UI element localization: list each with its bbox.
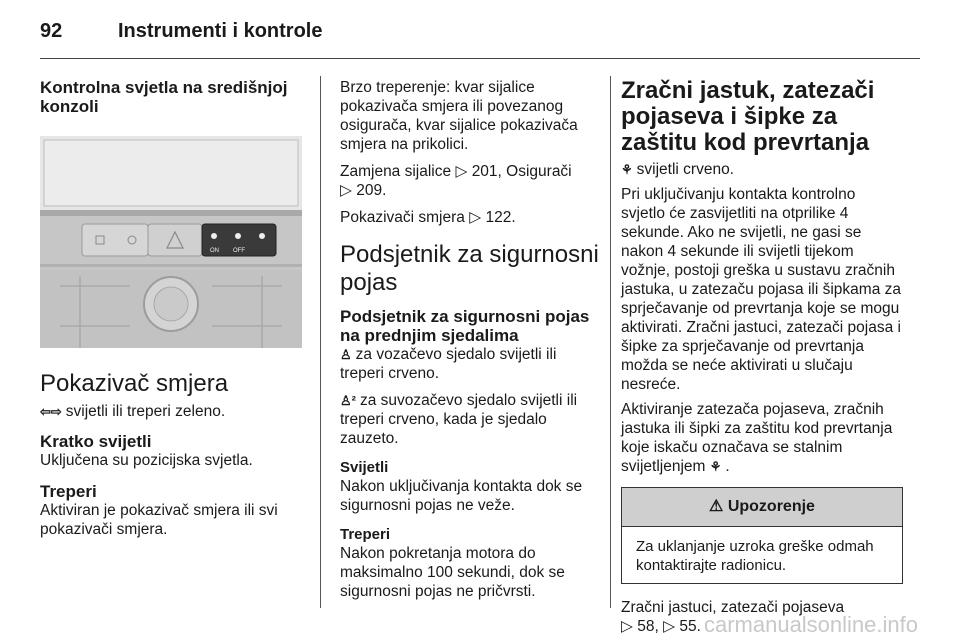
page-number: 92 bbox=[40, 20, 63, 42]
warning-box bbox=[621, 487, 903, 584]
off-label: OFF bbox=[233, 248, 245, 254]
column-divider-1 bbox=[320, 76, 321, 608]
airbag-ref: Zračni jastuci, zatezači pojaseva ▷ 58, ▷ 55. bbox=[621, 599, 845, 635]
passenger-seat-text: ♙² za suvozačevo sjedalo svijetli ili treperi crveno, kada je sjedalo zauzeto. bbox=[340, 392, 578, 447]
on-label: ON bbox=[210, 248, 219, 254]
flashing-text-2: Nakon pokretanja motora do maksimalno 100 sekundi, dok se sigurnosni pojas ne pričvrsti. bbox=[340, 545, 565, 600]
flashing-heading: Treperi bbox=[40, 482, 97, 501]
driver-seatbelt-icon: ♙ bbox=[340, 347, 352, 362]
airbag-activation-text: Aktiviranje zatezača pojaseva, zračnih jastuka ili šipki za zaštitu kod prevrtanja koje iskaču označava se stalnim svijetljenjem ⚘ . bbox=[621, 401, 893, 475]
header-rule bbox=[40, 58, 920, 59]
airbag-icon: ⚘ bbox=[709, 459, 722, 474]
page-title: Instrumenti i kontrole bbox=[118, 20, 323, 42]
column-2 bbox=[340, 78, 602, 601]
page-ref-icon: ▷ bbox=[663, 618, 676, 635]
center-console-illustration bbox=[40, 136, 302, 348]
seatbelt-reminder-heading: Podsjetnik za sigurnosni pojas bbox=[340, 241, 599, 296]
turn-signal-heading: Pokazivač smjera bbox=[40, 370, 229, 397]
page-ref-icon: ▷ bbox=[621, 618, 633, 635]
flashing-heading-2: Treperi bbox=[340, 526, 391, 543]
front-seat-reminder-heading: Podsjetnik za sigurnosni pojas na prednjim sjedalima bbox=[340, 307, 590, 345]
turn-signals-ref: Pokazivači smjera ▷ 122. bbox=[340, 209, 516, 226]
center-console-heading: Kontrolna svjetla na središnjoj konzoli bbox=[40, 78, 288, 116]
briefly-lit-text: Uključena su pozicijska svjetla. bbox=[40, 452, 253, 469]
page-ref-icon: ▷ bbox=[340, 182, 352, 199]
turn-signal-icon: ⇦⇨ bbox=[40, 404, 62, 419]
lit-heading: Svijetli bbox=[340, 459, 389, 476]
center-console-figure bbox=[40, 136, 302, 348]
page-ref-icon: ▷ bbox=[469, 209, 482, 226]
column-1 bbox=[40, 78, 302, 539]
airbag-heading: Zračni jastuk, zatezači pojaseva i šipke za zaštitu kod prevrtanja bbox=[621, 77, 875, 156]
passenger-seatbelt-icon: ♙² bbox=[340, 393, 356, 408]
column-3 bbox=[621, 78, 903, 636]
briefly-lit-heading: Kratko svijetli bbox=[40, 432, 152, 451]
page-ref-icon: ▷ bbox=[455, 163, 468, 180]
airbag-icon: ⚘ bbox=[621, 162, 633, 177]
warning-icon: ⚠ bbox=[709, 498, 724, 515]
airbag-intro: ⚘ svijetli crveno. bbox=[621, 161, 734, 178]
bulb-replacement-ref: Zamjena sijalice ▷ 201, Osigurači ▷ 209. bbox=[340, 163, 572, 199]
column-divider-2 bbox=[610, 76, 611, 608]
warning-header: ⚠ Upozorenje bbox=[622, 488, 902, 527]
driver-seat-text: ♙ za vozačevo sjedalo svijetli ili treperi crveno. bbox=[340, 346, 557, 382]
turn-signal-intro: svijetli ili treperi zeleno. bbox=[65, 403, 226, 420]
fast-flash-text: Brzo treperenje: kvar sijalice pokazivača smjera ili povezanog osigurača, kvar sijalice pokazivača smjera na prikolici. bbox=[340, 79, 578, 153]
airbag-description: Pri uključivanju kontakta kontrolno svjetlo će zasvijetliti na otprilike 4 sekunde. Ako ne svijetli, ne gasi se nakon 4 sekunde ili svijetli tijekom vožnje, postoji greška u sustavu zračnih jastuka, u zatezaču pojasa ili šipkama za sprječavanje od prevrtanja koje se mogu aktivirati. Zračni jastuci, zatezači pojasa i šipke za sprječavanje od prevrtanja možda se neće aktivirati u slučaju nesreće. bbox=[621, 186, 902, 393]
lit-text: Nakon uključivanja kontakta dok se sigurnosni pojas ne veže. bbox=[340, 478, 583, 514]
warning-text: Za uklanjanje uzroka greške odmah kontaktirajte radionicu. bbox=[636, 538, 874, 574]
flashing-text: Aktiviran je pokazivač smjera ili svi pokazivači smjera. bbox=[40, 502, 278, 538]
watermark: carmanualsonline.info bbox=[703, 612, 918, 637]
